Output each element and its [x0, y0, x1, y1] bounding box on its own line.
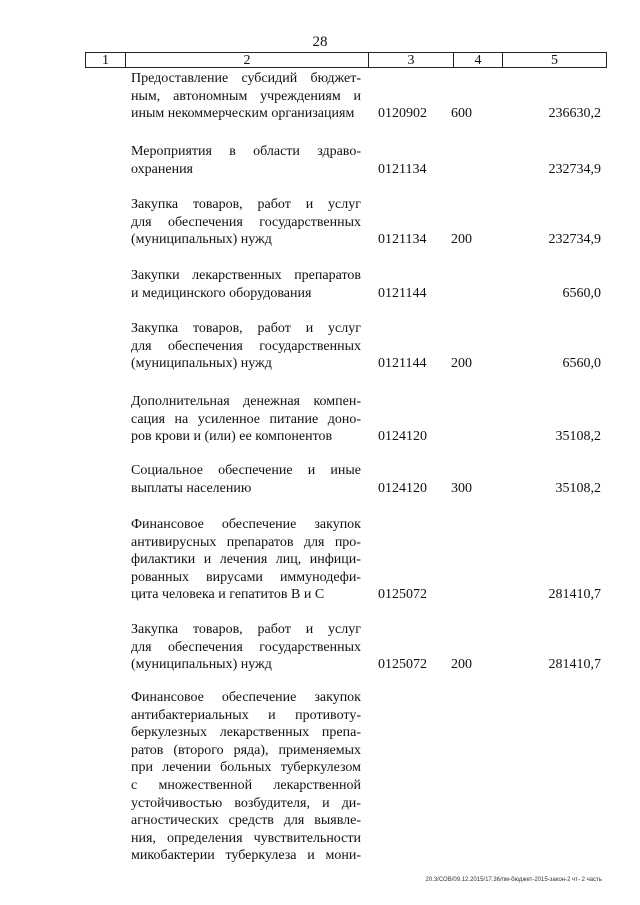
description-line: для обеспечения государственных — [131, 214, 361, 230]
row-description — [131, 143, 361, 178]
row-amount: 232734,9 — [548, 232, 601, 248]
description-line: Закупка товаров, работ и услуг — [131, 321, 361, 336]
row-code: 0121144 — [378, 356, 427, 372]
description-line: Закупка товаров, работ и услуг — [131, 197, 361, 212]
row-code: 0125072 — [378, 587, 427, 603]
description-line: выплаты населению — [131, 480, 252, 496]
description-line: ния, определения чувствительности — [131, 830, 361, 846]
description-line: филактики и лечения лиц, инфици- — [131, 552, 361, 568]
row-amount: 281410,7 — [548, 587, 601, 603]
description-line: ров крови и (или) ее компонентов — [131, 429, 333, 445]
row-description — [131, 267, 361, 302]
description-line: с множественной лекарственной — [131, 777, 361, 793]
row-description — [131, 462, 361, 497]
row-description — [131, 320, 361, 373]
row-description — [131, 393, 361, 446]
row-description — [131, 70, 361, 123]
description-line: беркулезных лекарственных препа- — [131, 725, 361, 741]
description-line: Закупка товаров, работ и услуг — [131, 622, 361, 637]
row-amount: 236630,2 — [548, 106, 601, 122]
table-row — [0, 143, 640, 178]
table-row — [0, 196, 640, 249]
description-line: агностических средств для выявле- — [131, 813, 361, 829]
table-row — [0, 621, 640, 674]
row-description — [131, 196, 361, 249]
description-line: антивирусных препаратов для про- — [131, 534, 361, 550]
description-line: (муниципальных) нужд — [131, 657, 272, 673]
description-line: ратов (второго ряда), применяемых — [131, 742, 361, 758]
page-number: 28 — [312, 34, 328, 50]
row-description — [131, 621, 361, 674]
table-row — [0, 516, 640, 604]
column-header-row — [85, 52, 607, 68]
description-line: цита человека и гепатитов В и С — [131, 587, 325, 603]
row-description — [131, 516, 361, 604]
row-description — [131, 689, 361, 865]
row-code: 0121134 — [378, 232, 427, 248]
row-expense-type: 600 — [451, 106, 472, 122]
row-code: 0124120 — [378, 429, 427, 445]
table-row — [0, 462, 640, 497]
description-line: рованных вирусами иммунодефи- — [131, 569, 361, 585]
table-row — [0, 393, 640, 446]
description-line: (муниципальных) нужд — [131, 356, 272, 372]
row-code: 0124120 — [378, 480, 427, 496]
row-expense-type: 300 — [451, 480, 472, 496]
row-amount: 281410,7 — [548, 657, 601, 673]
row-code: 0121144 — [378, 285, 427, 301]
column-header-2: 2 — [126, 53, 369, 67]
table-row — [0, 320, 640, 373]
description-line: иным некоммерческим организациям — [131, 106, 355, 122]
table-row — [0, 267, 640, 302]
description-line: Предоставление субсидий бюджет- — [131, 71, 361, 86]
description-line: антибактериальных и противоту- — [131, 707, 361, 723]
document-footer: 20.3/СОВ/09.12.2015/17.36/пм-бюджет-2015-закон-2 чт- 2 часть — [425, 877, 602, 883]
table-row — [0, 70, 640, 123]
row-expense-type: 200 — [451, 356, 472, 372]
column-header-3: 3 — [369, 53, 454, 67]
row-expense-type: 200 — [451, 657, 472, 673]
row-amount: 35108,2 — [555, 429, 601, 445]
row-amount: 6560,0 — [562, 285, 601, 301]
description-line: ным, автономным учреждениям и — [131, 88, 361, 104]
row-amount: 6560,0 — [562, 356, 601, 372]
description-line: сация на усиленное питание доно- — [131, 411, 361, 427]
description-line: Финансовое обеспечение закупок — [131, 690, 361, 705]
description-line: микобактерии туберкулеза и мони- — [131, 848, 361, 864]
table-row — [0, 689, 640, 865]
row-amount: 35108,2 — [555, 480, 601, 496]
description-line: Мероприятия в области здраво- — [131, 144, 361, 159]
description-line: для обеспечения государственных — [131, 338, 361, 354]
row-code: 0121134 — [378, 161, 427, 177]
row-expense-type: 200 — [451, 232, 472, 248]
row-amount: 232734,9 — [548, 161, 601, 177]
description-line: (муниципальных) нужд — [131, 232, 272, 248]
description-line: Закупки лекарственных препаратов — [131, 268, 361, 283]
description-line: устойчивостью возбудителя, и ди- — [131, 795, 361, 811]
column-header-4: 4 — [454, 53, 503, 67]
description-line: Дополнительная денежная компен- — [131, 394, 361, 409]
row-code: 0120902 — [378, 106, 427, 122]
description-line: Социальное обеспечение и иные — [131, 463, 361, 478]
column-header-5: 5 — [551, 53, 558, 68]
description-line: Финансовое обеспечение закупок — [131, 517, 361, 532]
description-line: и медицинского оборудования — [131, 285, 312, 301]
description-line: охранения — [131, 161, 193, 177]
description-line: при лечении больных туберкулезом — [131, 760, 361, 776]
column-header-1: 1 — [86, 53, 126, 67]
row-code: 0125072 — [378, 657, 427, 673]
description-line: для обеспечения государственных — [131, 639, 361, 655]
